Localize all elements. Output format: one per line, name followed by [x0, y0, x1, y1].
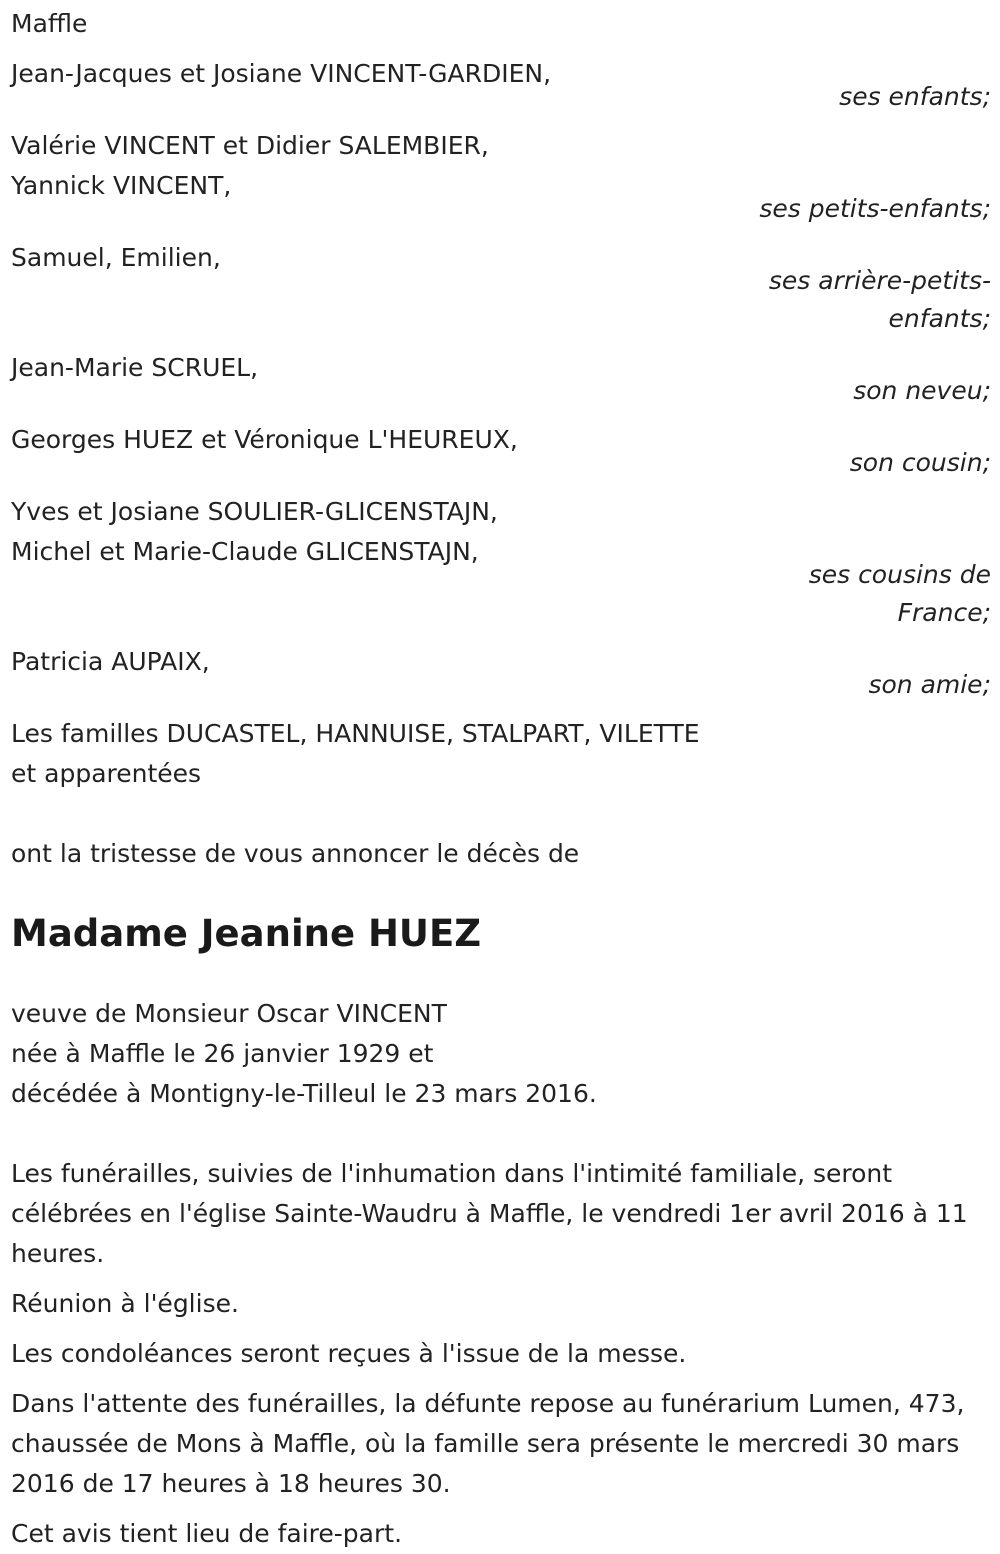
family-group	[11, 714, 991, 794]
family-role: France;	[897, 598, 991, 627]
family-names: Yves et Josiane SOULIER-GLICENSTAJN,	[11, 497, 498, 526]
funeral-paragraph: Les funérailles, suivies de l'inhumation dans l'intimité familiale, seront célébrées en l'église Sainte-Waudru à Maffle, le vendredi 1er avril 2016 à 11 heures.	[11, 1159, 968, 1268]
funeral-information	[11, 1154, 991, 1554]
family-names: Yannick VINCENT,	[11, 171, 232, 200]
family-names: Jean-Marie SCRUEL,	[11, 353, 259, 382]
place-name: Maffle	[11, 9, 88, 38]
announcement-text: ont la tristesse de vous annoncer le décès de	[11, 839, 580, 868]
family-group	[11, 642, 991, 704]
family-role: ses enfants;	[839, 82, 991, 111]
condolences-paragraph: Les condoléances seront reçues à l'issue de la messe.	[11, 1339, 687, 1368]
family-names: et apparentées	[11, 759, 202, 788]
family-names: Samuel, Emilien,	[11, 243, 221, 272]
deceased-details	[11, 994, 991, 1114]
family-group	[11, 54, 991, 116]
detail-line: veuve de Monsieur Oscar VINCENT	[11, 999, 447, 1028]
family-role: son amie;	[868, 670, 991, 699]
detail-line: née à Maffle le 26 janvier 1929 et	[11, 1039, 434, 1068]
funerarium-paragraph: Dans l'attente des funérailles, la défunte repose au funérarium Lumen, 473, chaussée de Mons à Maffle, où la famille sera présente le mercredi 30 mars 2016 de 17 heures à 18 heures 30.	[11, 1389, 965, 1498]
family-group	[11, 238, 991, 338]
family-names: Jean-Jacques et Josiane VINCENT-GARDIEN,	[11, 59, 552, 88]
family-role: ses petits-enfants;	[759, 194, 991, 223]
family-group	[11, 492, 991, 632]
detail-line: décédée à Montigny-le-Tilleul le 23 mars 2016.	[11, 1079, 597, 1108]
family-names: Les familles DUCASTEL, HANNUISE, STALPART, VILETTE	[11, 719, 700, 748]
family-names: Georges HUEZ et Véronique L'HEUREUX,	[11, 425, 518, 454]
family-names: Patricia AUPAIX,	[11, 647, 210, 676]
family-group	[11, 126, 991, 228]
notice-paragraph: Cet avis tient lieu de faire-part.	[11, 1519, 403, 1548]
family-role: son neveu;	[853, 376, 991, 405]
obituary-notice	[11, 4, 991, 1554]
family-role: ses cousins de	[808, 560, 991, 589]
family-role: son cousin;	[849, 448, 991, 477]
family-role: ses arrière-petits-	[768, 266, 991, 295]
family-role: enfants;	[888, 304, 991, 333]
family-group	[11, 348, 991, 410]
family-names: Valérie VINCENT et Didier SALEMBIER,	[11, 131, 489, 160]
meeting-paragraph: Réunion à l'église.	[11, 1289, 239, 1318]
family-names: Michel et Marie-Claude GLICENSTAJN,	[11, 537, 479, 566]
family-group	[11, 420, 991, 482]
deceased-name: Madame Jeanine HUEZ	[11, 912, 482, 955]
